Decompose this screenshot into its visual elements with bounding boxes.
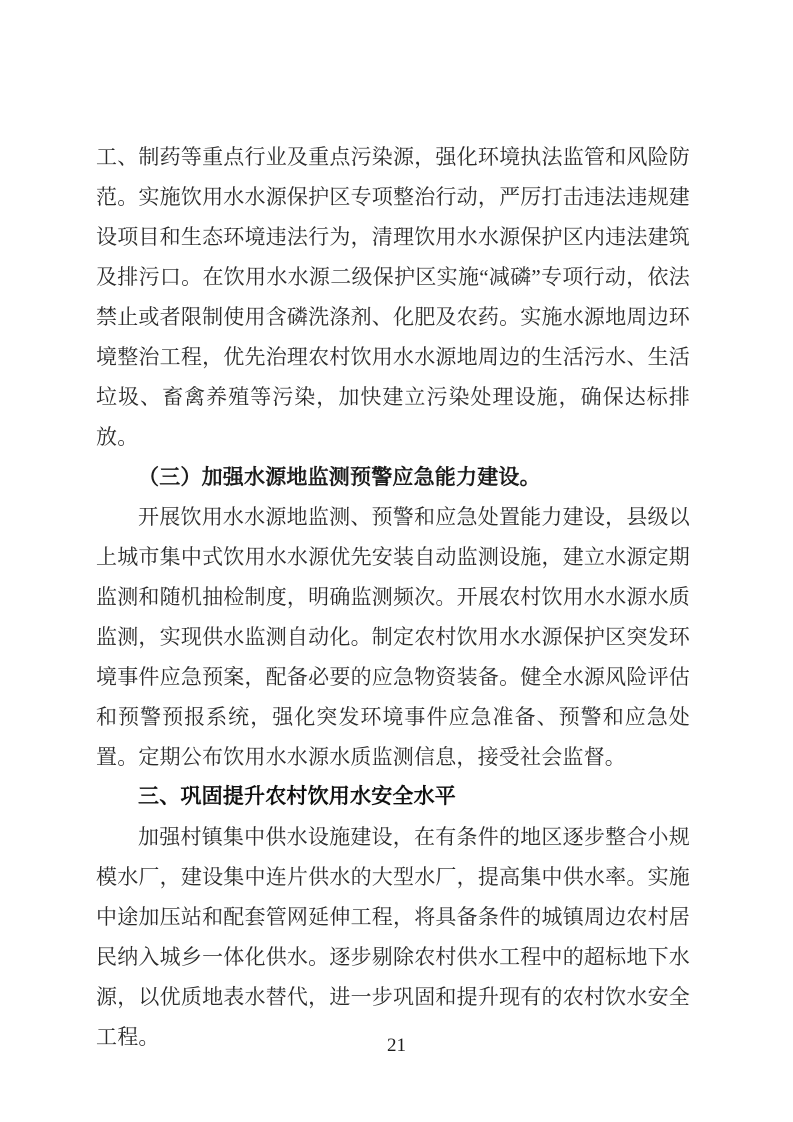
paragraph-rural-water-supply: 加强村镇集中供水设施建设，在有条件的地区逐步整合小规模水厂，建设集中连片供水的大型水厂，提高集中供水率。实施中途加压站和配套管网延伸工程，将具备条件的城镇周边农村居民纳入城乡一体化供水。逐步剔除农村供水工程中的超标地下水源，以优质地表水替代，进一步巩固和提升现有的农村饮水安全工程。 [96,825,690,1049]
subsection-heading-monitoring-warning-emergency: （三）加强水源地监测预警应急能力建设。 [138,465,541,489]
section-heading-rural-drinking-water-safety: 三、巩固提升农村饮用水安全水平 [138,785,456,808]
paragraph-monitoring-emergency-capacity: 开展饮用水水源地监测、预警和应急处置能力建设，县级以上城市集中式饮用水水源优先安装自动监测设施，建立水源定期监测和随机抽检制度，明确监测频次。开展农村饮用水水源水质监测，实现供水监测自动化。制定农村饮用水水源保护区突发环境事件应急预案，配备必要的应急物资装备。健全水源风险评估和预警预报系统，强化突发环境事件应急准备、预警和应急处置。定期公布饮用水水源水质监测信息，接受社会监督。 [96,505,690,769]
document-body [96,137,690,1057]
paragraph-pollution-control-continuation: 工、制药等重点行业及重点污染源，强化环境执法监管和风险防范。实施饮用水水源保护区专项整治行动，严厉打击违法违规建设项目和生态环境违法行为，清理饮用水水源保护区内违法建筑及排污口。在饮用水水源二级保护区实施“减磷”专项行动，依法禁止或者限制使用含磷洗涤剂、化肥及农药。实施水源地周边环境整治工程，优先治理农村饮用水水源地周边的生活污水、生活垃圾、畜禽养殖等污染，加快建立污染处理设施，确保达标排放。 [96,145,690,449]
page-number: 21 [387,1035,406,1056]
